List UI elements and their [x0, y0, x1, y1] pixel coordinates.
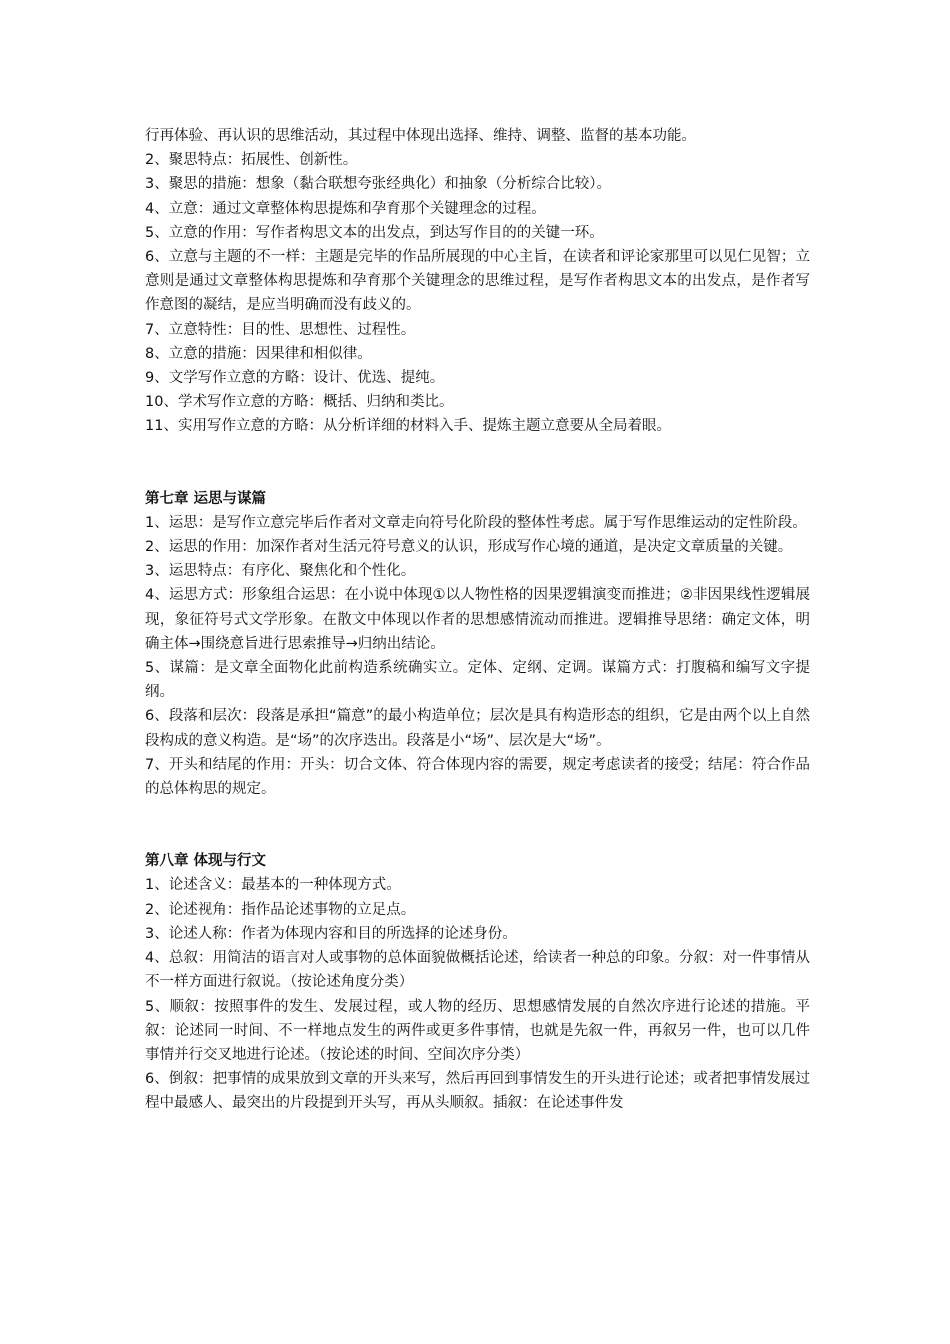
- paragraph: 行再体验、再认识的思维活动，其过程中体现出选择、维持、调整、监督的基本功能。: [145, 128, 696, 144]
- paragraph: 11、实用写作立意的方略：从分析详细的材料入手、提炼主题立意要从全局着眼。: [145, 418, 671, 435]
- paragraph: 2、论述视角：指作品论述事物的立足点。: [145, 901, 416, 918]
- paragraph: 4、总叙：用简洁的语言对人或事物的总体面貌做概括论述，给读者一种总的印象。分叙：对一件事情从不一样方面进行叙说。（按论述角度分类）: [145, 950, 810, 991]
- paragraph: 3、论述人称：作者为体现内容和目的所选择的论述身份。: [145, 925, 517, 942]
- paragraph: 5、顺叙：按照事件的发生、发展过程，或人物的经历、思想感情发展的自然次序进行论述的措施。平叙：论述同一时间、不一样地点发生的两件或更多件事情，也就是先叙一件，再叙另一件，也可以几件事情并行交叉地进行论述。（按论述的时间、空间次序分类）: [145, 998, 810, 1063]
- document-page: [145, 124, 810, 1116]
- section-continuation: [145, 124, 810, 439]
- paragraph: 7、开头和结尾的作用：开头：切合文体、符合体现内容的需要，规定考虑读者的接受；结尾：符合作品的总体构思的规定。: [145, 756, 810, 798]
- paragraph: 1、运思：是写作立意完毕后作者对文章走向符号化阶段的整体性考虑。属于写作思维运动的定性阶段。: [145, 514, 807, 531]
- paragraph: 1、论述含义：最基本的一种体现方式。: [145, 877, 401, 894]
- paragraph: 2、聚思特点：拓展性、创新性。: [145, 152, 358, 169]
- paragraph: 5、立意的作用：写作者构思文本的出发点，到达写作目的的关键一环。: [145, 224, 604, 241]
- paragraph: 9、文学写作立意的方略：设计、优选、提纯。: [145, 370, 445, 387]
- chapter-title: 第七章 运思与谋篇: [145, 490, 267, 507]
- paragraph: 6、段落和层次：段落是承担“篇意”的最小构造单位；层次是具有构造形态的组织，它是由两个以上自然段构成的意义构造。是“场”的次序迭出。段落是小“场”、层次是大“场”。: [145, 708, 810, 749]
- paragraph: 10、学术写作立意的方略：概括、归纳和类比。: [145, 394, 454, 411]
- section-chapter-8: [145, 849, 810, 1115]
- paragraph: 8、立意的措施：因果律和相似律。: [145, 345, 372, 362]
- paragraph: 3、聚思的措施：想象（黏合联想夸张经典化）和抽象（分析综合比较）。: [145, 176, 611, 193]
- section-chapter-7: [145, 487, 810, 802]
- paragraph: 4、运思方式：形象组合运思：在小说中体现①以人物性格的因果逻辑演变而推进；②非因果线性逻辑展现，象征符号式文学形象。在散文中体现以作者的思想感情流动而推进。逻辑推导思绪：确定文体，明确主体→围绕意旨进行思索推导→归纳出结论。: [145, 587, 810, 652]
- section-spacer: [145, 801, 810, 849]
- chapter-title: 第八章 体现与行文: [145, 853, 267, 870]
- paragraph: 3、运思特点：有序化、聚焦化和个性化。: [145, 563, 416, 580]
- paragraph: 2、运思的作用：加深作者对生活元符号意义的认识，形成写作心境的通道，是决定文章质量的关键。: [145, 539, 793, 556]
- paragraph: 4、立意：通过文章整体构思提炼和孕育那个关键理念的过程。: [145, 200, 546, 217]
- paragraph: 7、立意特性：目的性、思想性、过程性。: [145, 321, 416, 338]
- paragraph: 6、立意与主题的不一样：主题是完毕的作品所展现的中心主旨，在读者和评论家那里可以见仁见智；立意则是通过文章整体构思提炼和孕育那个关键理念的思维过程，是写作者构思文本的出发点，是作者写作意图的凝结，是应当明确而没有歧义的。: [145, 249, 810, 314]
- section-spacer: [145, 439, 810, 487]
- paragraph: 5、谋篇：是文章全面物化此前构造系统确实立。定体、定纲、定调。谋篇方式：打腹稿和编写文字提纲。: [145, 660, 810, 701]
- paragraph: 6、倒叙：把事情的成果放到文章的开头来写，然后再回到事情发生的开头进行论述；或者把事情发展过程中最感人、最突出的片段提到开头写，再从头顺叙。插叙：在论述事件发: [145, 1071, 810, 1112]
